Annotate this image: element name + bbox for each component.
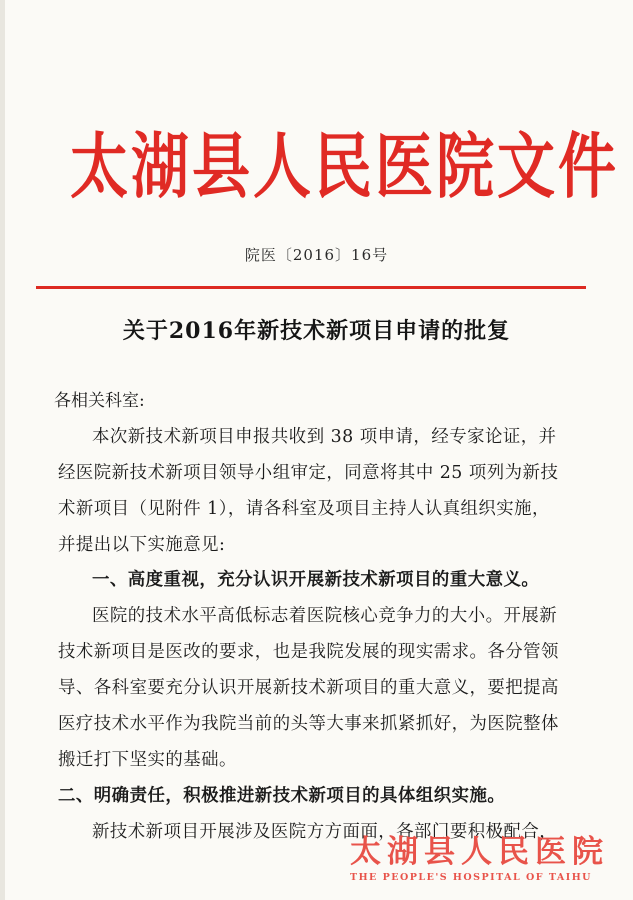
- body-line-6: 技术新项目是医改的要求，也是我院发展的现实需求。各分管领: [58, 642, 559, 662]
- body-line-9: 搬迁打下坚实的基础。: [58, 750, 237, 770]
- hospital-logo-english: THE PEOPLE'S HOSPITAL OF TAIHU: [350, 872, 592, 883]
- page-edge-shadow: [0, 0, 5, 900]
- body-line-8: 医疗技术水平作为我院当前的头等大事来抓紧抓好，为医院整体: [58, 714, 559, 734]
- section-heading-1: 一、高度重视，充分认识开展新技术新项目的重大意义。: [92, 570, 540, 590]
- body-line-4: 并提出以下实施意见:: [58, 535, 226, 555]
- document-title: 关于2016年新技术新项目申请的批复: [122, 318, 511, 344]
- salutation: 各相关科室:: [54, 391, 145, 411]
- body-line-2: 经医院新技术新项目领导小组审定，同意将其中 25 项列为新技: [58, 463, 559, 483]
- body-line-7: 导、各科室要充分认识开展新技术新项目的重大意义，要把提高: [58, 678, 559, 698]
- body-line-10: 新技术新项目开展涉及医院方方面面，各部门要积极配合，: [92, 822, 558, 842]
- body-line-1: 本次新技术新项目申报共收到 38 项申请，经专家论证，并: [92, 427, 557, 447]
- header-red-rule: [36, 286, 586, 289]
- document-header-title: 太湖县人民医院文件: [70, 125, 620, 209]
- body-line-3: 术新项目（见附件 1），请各科室及项目主持人认真组织实施，: [58, 499, 550, 519]
- section-heading-2: 二、明确责任，积极推进新技术新项目的具体组织实施。: [58, 786, 506, 806]
- hospital-logo-text: 太湖县人民医院: [350, 834, 609, 870]
- document-number: 院医〔2016〕16号: [244, 246, 389, 264]
- body-line-5: 医院的技术水平高低标志着医院核心竞争力的大小。开展新: [92, 606, 558, 626]
